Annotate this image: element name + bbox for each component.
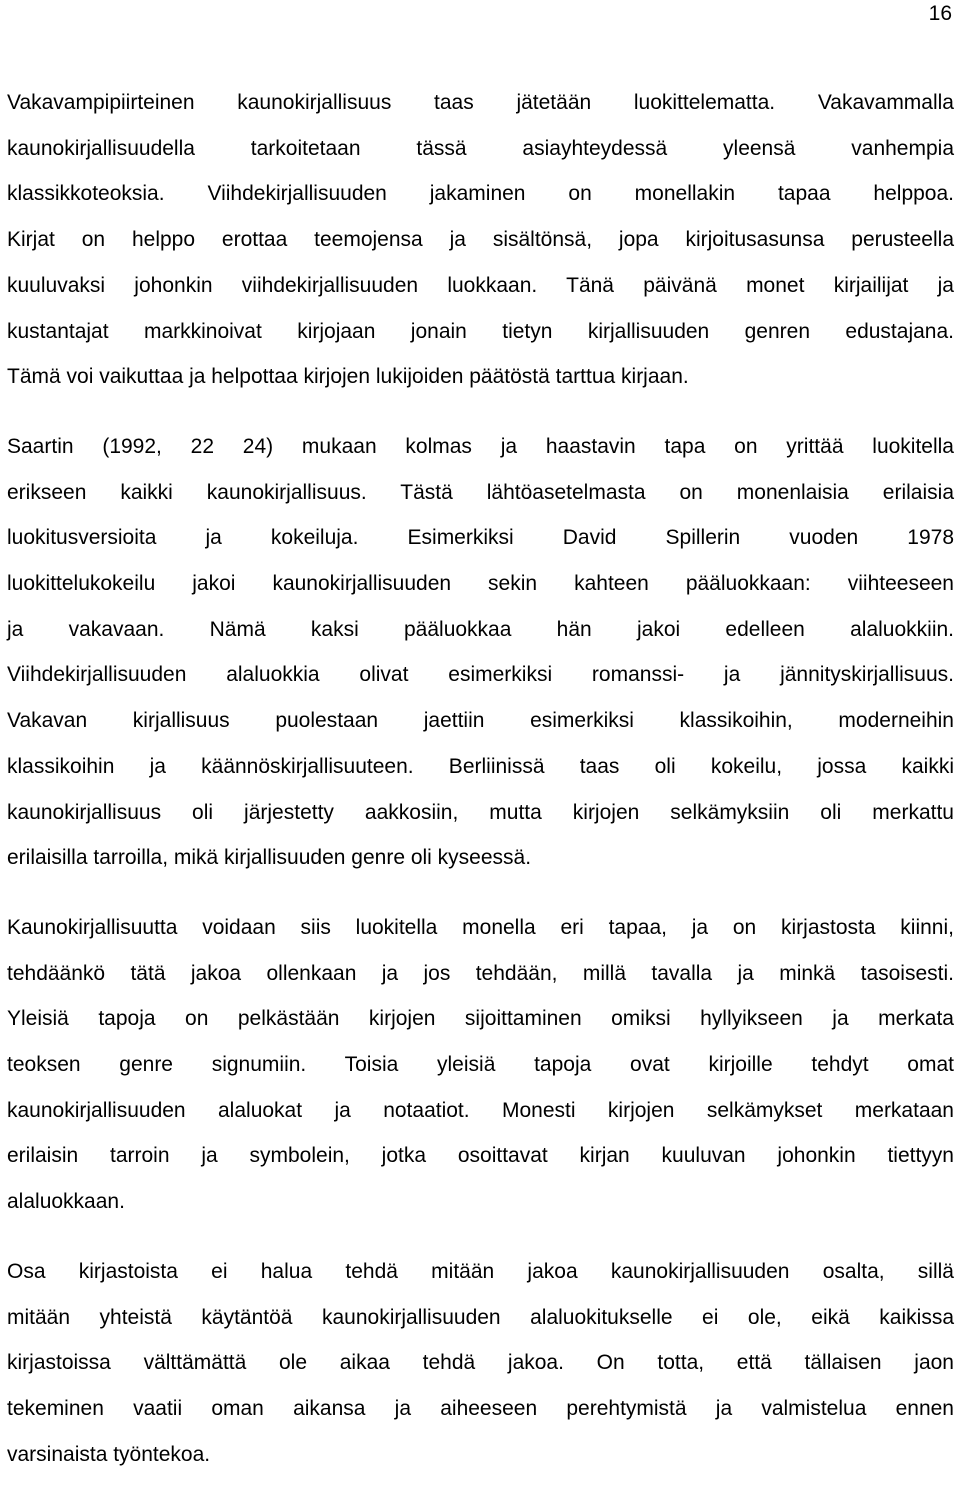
page-number: 16 <box>928 2 952 25</box>
text-line: erilaisin tarroin ja symbolein, jotka osoittavat kirjan kuuluvan johonkin tiettyyn <box>7 1144 954 1168</box>
text-line: kirjastoissa välttämättä ole aikaa tehdä jakoa. On totta, että tällaisen jaon <box>7 1351 954 1375</box>
text-line: kaunokirjallisuuden alaluokat ja notaatiot. Monesti kirjojen selkämykset merkataan <box>7 1098 954 1122</box>
document-body <box>7 80 954 1501</box>
text-line: kaunokirjallisuudella tarkoitetaan tässä asiayhteydessä yleensä vanhempia <box>7 136 954 160</box>
text-line: teoksen genre signumiin. Toisia yleisiä tapoja ovat kirjoille tehdyt omat <box>7 1053 954 1077</box>
text-line: kustantajat markkinoivat kirjojaan jonain tietyn kirjallisuuden genren edustajana. <box>7 319 954 343</box>
paragraph-1 <box>7 80 954 400</box>
text-line: Viihdekirjallisuuden alaluokkia olivat esimerkiksi romanssi- ja jännityskirjallisuus. <box>7 663 954 687</box>
text-line: Vakavan kirjallisuus puolestaan jaettiin esimerkiksi klassikoihin, moderneihin <box>7 709 954 733</box>
text-line: klassikkoteoksia. Viihdekirjallisuuden jakaminen on monellakin tapaa helppoa. <box>7 182 954 206</box>
text-line: Kirjat on helppo erottaa teemojensa ja sisältönsä, jopa kirjoitusasunsa perusteella <box>7 228 954 252</box>
text-line: tekeminen vaatii oman aikansa ja aiheeseen perehtymistä ja valmistelua ennen <box>7 1396 954 1420</box>
text-line: erilaisilla tarroilla, mikä kirjallisuuden genre oli kyseessä. <box>7 846 532 870</box>
text-line: kaunokirjallisuus oli järjestetty aakkosiin, mutta kirjojen selkämyksiin oli merkattu <box>7 800 954 824</box>
text-line: luokitusversioita ja kokeiluja. Esimerkiksi David Spillerin vuoden 1978 <box>7 526 954 550</box>
text-line: Kaunokirjallisuutta voidaan siis luokitella monella eri tapaa, ja on kirjastosta kiinni, <box>7 915 954 939</box>
text-line: tehdäänkö tätä jakoa ollenkaan ja jos tehdään, millä tavalla ja minkä tasoisesti. <box>7 961 954 985</box>
text-line: Saartin (1992, 22 24) mukaan kolmas ja haastavin tapa on yrittää luokitella <box>7 434 954 458</box>
text-line: varsinaista työntekoa. <box>7 1442 211 1466</box>
paragraph-2 <box>7 424 954 881</box>
text-line: mitään yhteistä käytäntöä kaunokirjallisuuden alaluokitukselle ei ole, eikä kaikissa <box>7 1305 954 1329</box>
text-line: Vakavampipiirteinen kaunokirjallisuus taas jätetään luokittelematta. Vakavammalla <box>7 91 954 114</box>
paragraph-3 <box>7 905 954 1225</box>
text-line: luokittelukokeilu jakoi kaunokirjallisuuden sekin kahteen pääluokkaan: viihteeseen <box>7 572 954 596</box>
text-line: alaluokkaan. <box>7 1190 125 1214</box>
text-line: Tämä voi vaikuttaa ja helpottaa kirjojen lukijoiden päätöstä tarttua kirjaan. <box>7 365 689 389</box>
text-line: klassikoihin ja käännöskirjallisuuteen. Berliinissä taas oli kokeilu, jossa kaikki <box>7 754 954 778</box>
text-line: kuuluvaksi johonkin viihdekirjallisuuden luokkaan. Tänä päivänä monet kirjailijat ja <box>7 273 954 297</box>
text-line: Yleisiä tapoja on pelkästään kirjojen sijoittaminen omiksi hyllyikseen ja merkata <box>7 1007 954 1031</box>
text-line: ja vakavaan. Nämä kaksi pääluokkaa hän jakoi edelleen alaluokkiin. <box>7 617 954 641</box>
text-line: Osa kirjastoista ei halua tehdä mitään jakoa kaunokirjallisuuden osalta, sillä <box>7 1259 954 1283</box>
text-line: erikseen kaikki kaunokirjallisuus. Tästä lähtöasetelmasta on monenlaisia erilaisia <box>7 480 954 504</box>
paragraph-4 <box>7 1249 954 1478</box>
